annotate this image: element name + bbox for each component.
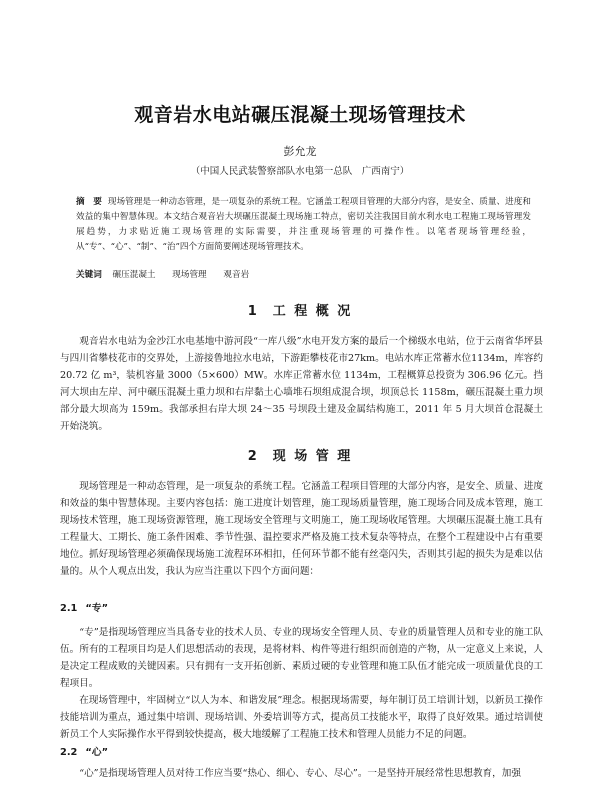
section-title: 工 程 概 况 <box>272 304 353 319</box>
section-number: 1 <box>247 304 259 319</box>
keyword-item: 观音岩 <box>223 270 250 280</box>
keyword-item: 碾压混凝土 <box>112 270 156 280</box>
abstract-text: 现场管理是一种动态管理，是一项复杂的系统工程。它涵盖工程项目管理的大部分内容，是安全、质量、进度和效益的集中智慧体现。本文结合观音岩大坝碾压混凝土现场施工特点，密切关注我国目前水利水电工程施工现场管理发展趋势，力求贴近施工现场管理的实际需要，并注重现场管理的可操作性。以笔者现场管理经验，从“专”、“心”、“制”、“治”四个方面简要阐述现场管理技术。 <box>76 197 531 252</box>
author-affiliation: （中国人民武装警察部队水电第一总队 广西南宁） <box>190 166 410 177</box>
subsection-heading-2-1 <box>60 600 108 614</box>
section-2-paragraph: 现场管理是一种动态管理，是一项复杂的系统工程。它涵盖工程项目管理的大部分内容，是安全、质量、进度和效益的集中智慧体现。主要内容包括：施工进度计划管理，施工现场质量管理，施工现场合同及成本管理，施工现场技术管理，施工现场资源管理，施工现场安全管理与文明施工，施工现场收尾管理。大坝碾压混凝土施工具有工程量大、工期长、施工条件困难、季节性强、温控要求严格及施工技术复杂等特点，在整个工程建设中占有重要地位。抓好现场管理必须确保现场施工流程环环相扣，任何环节都不能有丝毫闪失，否则其引起的损失为是难以估量的。从个人观点出发，我认为应当注重以下四个方面问题： <box>60 481 543 577</box>
subsection-2-1-paragraph-1: “专”是指现场管理应当具备专业的技术人员、专业的现场安全管理人员、专业的质量管理人员和专业的施工队伍。所有的工程项目均是人们思想活动的表现，是将材料、构件等进行组织而创造的产物，从一定意义上来说，人是决定工程成败的关键因素。只有拥有一支开拓创新、素质过硬的专业管理和施工队伍才能完成一项质量优良的工程项目。 <box>60 627 543 689</box>
section-title: 现 场 管 理 <box>272 449 353 464</box>
paper-title: 观音岩水电站碾压混凝土现场管理技术 <box>134 104 466 126</box>
keywords-label: 关键词 <box>76 270 102 280</box>
section-number: 2 <box>247 449 259 464</box>
section-heading-2 <box>0 445 600 464</box>
subsection-number: 2.1 <box>60 603 78 614</box>
subsection-2-2-paragraph: “心”是指现场管理人员对待工作应当要“热心、细心、专心、尽心”。一是坚持开展经常性思想教育，加强 <box>79 768 521 779</box>
subsection-title: “专” <box>85 603 109 614</box>
section-heading-1 <box>0 300 600 319</box>
section-1-paragraph: 观音岩水电站为金沙江水电基地中游河段“一库八级”水电开发方案的最后一个梯级水电站，位于云南省华坪县与四川省攀枝花市的交界处，上游接鲁地拉水电站，下游距攀枝花市27km。电站水库正常蓄水位1134m，库容约 20.72 亿 m³，装机容量 3000（5×600）MW。水库正常蓄水位 1134m，工程概算总投资为 306.96 亿元。挡河大坝由左岸、河中碾压混凝土重力坝和右岸黏土心墙堆石坝组成混合坝，坝顶总长 1158m，碾压混凝土重力坝部分最大坝高为 159m。我部承担右岸大坝 24～35 号坝段土建及金属结构施工，2011 年 5 月大坝首仓混凝土开始浇筑。 <box>60 336 543 432</box>
abstract <box>76 195 531 255</box>
subsection-number: 2.2 <box>60 747 78 758</box>
keywords <box>76 268 531 283</box>
author-name: 彭允龙 <box>283 145 317 158</box>
abstract-label: 摘 要 <box>76 197 102 207</box>
subsection-2-1-paragraph-2: 在现场管理中，牢固树立“以人为本、和谐发展”理念。根据现场需要，每年制订员工培训计划，以新员工操作技能培训为重点，通过集中培训、现场培训、外委培训等方式，提高员工技能水平，取得了良好效果。通过培训使新员工个人实际操作水平得到较快提高，极大地缓解了工程施工技术和管理人员能力不足的问题。 <box>60 695 543 740</box>
keyword-item: 现场管理 <box>172 270 207 280</box>
subsection-title: “心” <box>85 747 109 758</box>
subsection-heading-2-2 <box>60 744 108 758</box>
